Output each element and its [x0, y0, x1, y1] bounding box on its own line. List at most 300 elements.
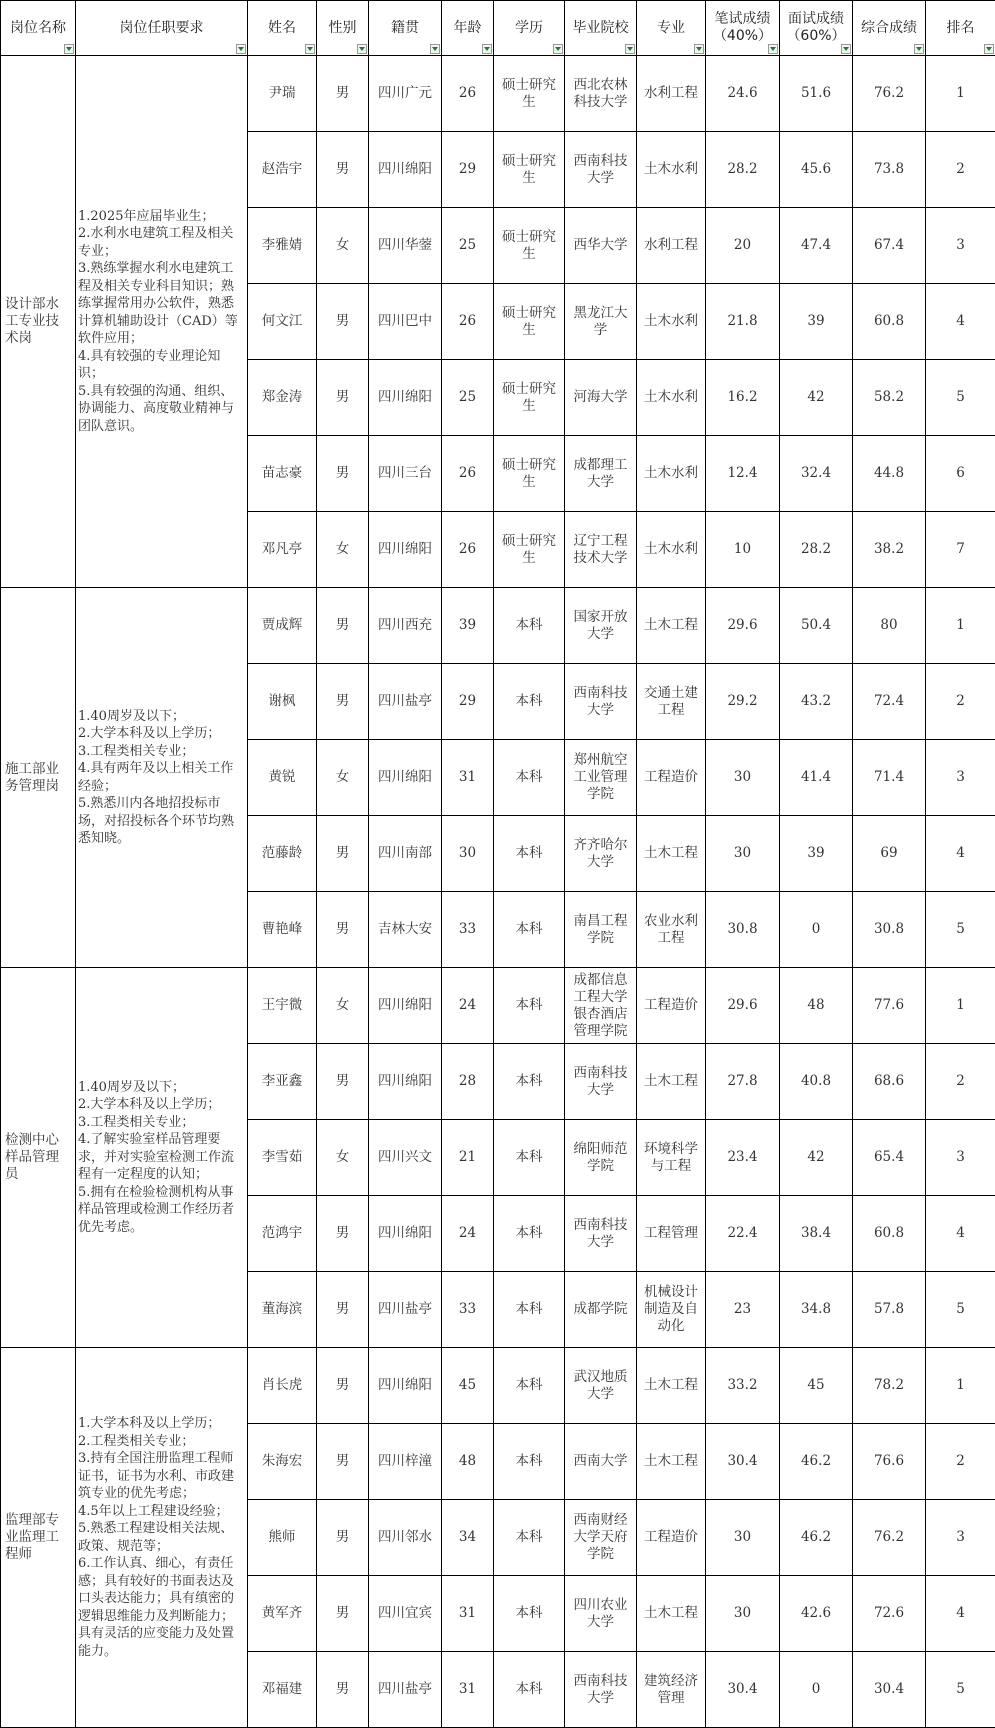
total-score-cell[interactable]: [853, 132, 926, 208]
education-cell[interactable]: [494, 1652, 565, 1728]
requirements-cell[interactable]: [76, 968, 248, 1348]
rank-cell[interactable]: [926, 1044, 995, 1120]
total-score-cell[interactable]: [853, 1576, 926, 1652]
major-cell[interactable]: [637, 1500, 706, 1576]
major-cell[interactable]: [637, 892, 706, 968]
rank-cell[interactable]: [926, 56, 995, 132]
education-cell[interactable]: [494, 816, 565, 892]
education-cell[interactable]: [494, 1120, 565, 1196]
requirement-line: 4.5年以上工程建设经验；: [78, 1503, 245, 1521]
filter-dropdown-icon[interactable]: [305, 44, 315, 54]
written-score-cell-text: 33.2: [706, 1377, 779, 1394]
major-cell[interactable]: [637, 512, 706, 588]
major-cell[interactable]: [637, 1348, 706, 1424]
gender-cell-text: 男: [317, 1605, 368, 1622]
written-score-cell[interactable]: [706, 1120, 780, 1196]
total-score-cell[interactable]: [853, 1120, 926, 1196]
gender-cell[interactable]: [317, 892, 369, 968]
school-cell[interactable]: [565, 208, 637, 284]
name-cell[interactable]: [248, 132, 317, 208]
written-score-cell[interactable]: [706, 1348, 780, 1424]
rank-cell[interactable]: [926, 740, 995, 816]
written-score-cell[interactable]: [706, 1652, 780, 1728]
age-cell[interactable]: [442, 132, 494, 208]
filter-dropdown-icon[interactable]: [553, 44, 563, 54]
rank-cell[interactable]: [926, 892, 995, 968]
gender-cell[interactable]: [317, 132, 369, 208]
education-cell[interactable]: [494, 588, 565, 664]
interview-score-cell[interactable]: [780, 1196, 853, 1272]
interview-score-cell[interactable]: [780, 816, 853, 892]
origin-cell[interactable]: [369, 208, 442, 284]
education-cell[interactable]: [494, 132, 565, 208]
interview-score-cell[interactable]: [780, 512, 853, 588]
interview-score-cell[interactable]: [780, 1576, 853, 1652]
filter-dropdown-icon[interactable]: [984, 44, 994, 54]
origin-cell[interactable]: [369, 360, 442, 436]
total-score-cell[interactable]: [853, 816, 926, 892]
interview-score-cell-text: 32.4: [780, 465, 852, 482]
rank-cell[interactable]: [926, 1120, 995, 1196]
origin-cell[interactable]: [369, 664, 442, 740]
interview-score-cell[interactable]: [780, 968, 853, 1044]
interview-score-cell[interactable]: [780, 1500, 853, 1576]
written-score-cell[interactable]: [706, 1196, 780, 1272]
major-cell[interactable]: [637, 284, 706, 360]
written-score-cell[interactable]: [706, 1500, 780, 1576]
major-cell[interactable]: [637, 56, 706, 132]
total-score-cell[interactable]: [853, 1272, 926, 1348]
interview-score-cell[interactable]: [780, 892, 853, 968]
total-score-cell[interactable]: [853, 208, 926, 284]
requirements-cell[interactable]: [76, 56, 248, 588]
total-score-cell[interactable]: [853, 588, 926, 664]
gender-cell[interactable]: [317, 360, 369, 436]
rank-cell[interactable]: [926, 436, 995, 512]
school-cell[interactable]: [565, 436, 637, 512]
total-score-cell[interactable]: [853, 360, 926, 436]
written-score-cell[interactable]: [706, 740, 780, 816]
age-cell[interactable]: [442, 892, 494, 968]
name-cell[interactable]: [248, 512, 317, 588]
school-cell[interactable]: [565, 1196, 637, 1272]
total-score-cell-text: 60.8: [853, 1225, 925, 1242]
education-cell[interactable]: [494, 1348, 565, 1424]
major-cell[interactable]: [637, 1120, 706, 1196]
interview-score-cell-text: 38.4: [780, 1225, 852, 1242]
written-score-cell[interactable]: [706, 1044, 780, 1120]
name-cell[interactable]: [248, 968, 317, 1044]
name-cell[interactable]: [248, 892, 317, 968]
school-cell[interactable]: [565, 1500, 637, 1576]
gender-cell[interactable]: [317, 1576, 369, 1652]
gender-cell[interactable]: [317, 664, 369, 740]
origin-cell[interactable]: [369, 588, 442, 664]
total-score-cell[interactable]: [853, 512, 926, 588]
written-score-cell[interactable]: [706, 436, 780, 512]
name-cell[interactable]: [248, 664, 317, 740]
education-cell[interactable]: [494, 968, 565, 1044]
origin-cell[interactable]: [369, 436, 442, 512]
major-cell[interactable]: [637, 588, 706, 664]
position-cell[interactable]: [1, 1348, 76, 1728]
interview-score-cell[interactable]: [780, 1652, 853, 1728]
education-cell[interactable]: [494, 1196, 565, 1272]
age-cell[interactable]: [442, 1196, 494, 1272]
gender-cell[interactable]: [317, 1348, 369, 1424]
education-cell[interactable]: [494, 56, 565, 132]
filter-dropdown-icon[interactable]: [64, 44, 74, 54]
age-cell[interactable]: [442, 1044, 494, 1120]
origin-cell[interactable]: [369, 968, 442, 1044]
major-cell[interactable]: [637, 968, 706, 1044]
requirements-cell[interactable]: [76, 1348, 248, 1728]
filter-dropdown-icon[interactable]: [694, 44, 704, 54]
education-cell[interactable]: [494, 1272, 565, 1348]
school-cell[interactable]: [565, 512, 637, 588]
rank-cell[interactable]: [926, 1576, 995, 1652]
written-score-cell[interactable]: [706, 360, 780, 436]
filter-dropdown-icon[interactable]: [768, 44, 778, 54]
written-score-cell[interactable]: [706, 1272, 780, 1348]
gender-cell[interactable]: [317, 1272, 369, 1348]
major-cell[interactable]: [637, 1272, 706, 1348]
origin-cell[interactable]: [369, 1652, 442, 1728]
origin-cell[interactable]: [369, 1424, 442, 1500]
total-score-cell[interactable]: [853, 1652, 926, 1728]
education-cell-text: 硕士研究生: [494, 457, 564, 491]
written-score-cell[interactable]: [706, 1576, 780, 1652]
school-cell[interactable]: [565, 1348, 637, 1424]
school-cell[interactable]: [565, 740, 637, 816]
header-cell-rank: [926, 1, 995, 56]
name-cell[interactable]: [248, 208, 317, 284]
written-score-cell[interactable]: [706, 208, 780, 284]
major-cell[interactable]: [637, 1576, 706, 1652]
education-cell[interactable]: [494, 664, 565, 740]
written-score-cell[interactable]: [706, 664, 780, 740]
origin-cell[interactable]: [369, 1348, 442, 1424]
interview-score-cell[interactable]: [780, 360, 853, 436]
gender-cell[interactable]: [317, 208, 369, 284]
major-cell[interactable]: [637, 740, 706, 816]
name-cell[interactable]: [248, 1196, 317, 1272]
major-cell[interactable]: [637, 816, 706, 892]
education-cell[interactable]: [494, 512, 565, 588]
origin-cell[interactable]: [369, 1196, 442, 1272]
school-cell[interactable]: [565, 360, 637, 436]
gender-cell[interactable]: [317, 1196, 369, 1272]
gender-cell[interactable]: [317, 588, 369, 664]
major-cell-text: 水利工程: [637, 85, 705, 102]
major-cell-text: 土木工程: [637, 1605, 705, 1622]
origin-cell[interactable]: [369, 284, 442, 360]
gender-cell[interactable]: [317, 740, 369, 816]
school-cell[interactable]: [565, 132, 637, 208]
age-cell[interactable]: [442, 1348, 494, 1424]
origin-cell[interactable]: [369, 892, 442, 968]
origin-cell[interactable]: [369, 1576, 442, 1652]
interview-score-cell-text: 43.2: [780, 693, 852, 710]
name-cell[interactable]: [248, 816, 317, 892]
name-cell[interactable]: [248, 1272, 317, 1348]
gender-cell[interactable]: [317, 1044, 369, 1120]
header-label: 籍贯: [369, 20, 441, 37]
age-cell[interactable]: [442, 588, 494, 664]
name-cell[interactable]: [248, 436, 317, 512]
origin-cell[interactable]: [369, 512, 442, 588]
interview-score-cell[interactable]: [780, 284, 853, 360]
gender-cell[interactable]: [317, 816, 369, 892]
filter-dropdown-icon[interactable]: [625, 44, 635, 54]
name-cell[interactable]: [248, 284, 317, 360]
education-cell[interactable]: [494, 1500, 565, 1576]
age-cell[interactable]: [442, 284, 494, 360]
major-cell[interactable]: [637, 436, 706, 512]
written-score-cell[interactable]: [706, 588, 780, 664]
total-score-cell-text: 78.2: [853, 1377, 925, 1394]
major-cell[interactable]: [637, 664, 706, 740]
age-cell-text: 26: [442, 313, 493, 330]
origin-cell[interactable]: [369, 740, 442, 816]
gender-cell[interactable]: [317, 1424, 369, 1500]
major-cell-text: 农业水利工程: [637, 913, 705, 947]
interview-score-cell-text: 46.2: [780, 1529, 852, 1546]
total-score-cell[interactable]: [853, 1348, 926, 1424]
filter-dropdown-icon[interactable]: [430, 44, 440, 54]
rank-cell-text: 1: [926, 997, 995, 1014]
total-score-cell[interactable]: [853, 968, 926, 1044]
school-cell[interactable]: [565, 1120, 637, 1196]
school-cell[interactable]: [565, 284, 637, 360]
age-cell[interactable]: [442, 1424, 494, 1500]
name-cell[interactable]: [248, 360, 317, 436]
requirements-cell[interactable]: [76, 588, 248, 968]
major-cell-text: 土木工程: [637, 1377, 705, 1394]
rank-cell[interactable]: [926, 284, 995, 360]
school-cell[interactable]: [565, 1272, 637, 1348]
school-cell[interactable]: [565, 1044, 637, 1120]
rank-cell[interactable]: [926, 360, 995, 436]
school-cell[interactable]: [565, 664, 637, 740]
name-cell[interactable]: [248, 1576, 317, 1652]
gender-cell[interactable]: [317, 968, 369, 1044]
gender-cell[interactable]: [317, 284, 369, 360]
age-cell[interactable]: [442, 1500, 494, 1576]
gender-cell[interactable]: [317, 436, 369, 512]
filter-dropdown-icon[interactable]: [357, 44, 367, 54]
age-cell[interactable]: [442, 1652, 494, 1728]
school-cell[interactable]: [565, 56, 637, 132]
name-cell[interactable]: [248, 1424, 317, 1500]
gender-cell[interactable]: [317, 1120, 369, 1196]
age-cell[interactable]: [442, 360, 494, 436]
age-cell[interactable]: [442, 1576, 494, 1652]
filter-dropdown-icon[interactable]: [482, 44, 492, 54]
total-score-cell[interactable]: [853, 1196, 926, 1272]
name-cell[interactable]: [248, 1120, 317, 1196]
origin-cell[interactable]: [369, 1272, 442, 1348]
rank-cell[interactable]: [926, 1500, 995, 1576]
age-cell[interactable]: [442, 512, 494, 588]
education-cell[interactable]: [494, 1576, 565, 1652]
major-cell-text: 建筑经济管理: [637, 1673, 705, 1707]
header-label: 综合成绩: [853, 20, 925, 37]
school-cell[interactable]: [565, 1424, 637, 1500]
total-score-cell[interactable]: [853, 1500, 926, 1576]
age-cell[interactable]: [442, 664, 494, 740]
education-cell[interactable]: [494, 740, 565, 816]
interview-score-cell-text: 48: [780, 997, 852, 1014]
name-cell[interactable]: [248, 1348, 317, 1424]
interview-score-cell[interactable]: [780, 56, 853, 132]
major-cell[interactable]: [637, 208, 706, 284]
age-cell[interactable]: [442, 56, 494, 132]
total-score-cell-text: 38.2: [853, 541, 925, 558]
rank-cell[interactable]: [926, 968, 995, 1044]
education-cell[interactable]: [494, 892, 565, 968]
total-score-cell[interactable]: [853, 1424, 926, 1500]
rank-cell-text: 1: [926, 617, 995, 634]
interview-score-cell[interactable]: [780, 132, 853, 208]
rank-cell[interactable]: [926, 1196, 995, 1272]
gender-cell-text: 男: [317, 845, 368, 862]
rank-cell[interactable]: [926, 1348, 995, 1424]
written-score-cell[interactable]: [706, 968, 780, 1044]
age-cell[interactable]: [442, 740, 494, 816]
name-cell[interactable]: [248, 1500, 317, 1576]
school-cell[interactable]: [565, 1576, 637, 1652]
header-cell-age: [442, 1, 494, 56]
gender-cell-text: 女: [317, 541, 368, 558]
total-score-cell[interactable]: [853, 284, 926, 360]
rank-cell[interactable]: [926, 208, 995, 284]
origin-cell[interactable]: [369, 1120, 442, 1196]
total-score-cell[interactable]: [853, 892, 926, 968]
total-score-cell[interactable]: [853, 56, 926, 132]
name-cell[interactable]: [248, 740, 317, 816]
interview-score-cell[interactable]: [780, 664, 853, 740]
major-cell[interactable]: [637, 360, 706, 436]
age-cell[interactable]: [442, 436, 494, 512]
education-cell[interactable]: [494, 360, 565, 436]
written-score-cell[interactable]: [706, 284, 780, 360]
education-cell[interactable]: [494, 1044, 565, 1120]
position-name: 设计部水工专业技术岗: [3, 296, 73, 347]
age-cell[interactable]: [442, 208, 494, 284]
rank-cell[interactable]: [926, 588, 995, 664]
name-cell[interactable]: [248, 56, 317, 132]
major-cell[interactable]: [637, 1424, 706, 1500]
rank-cell[interactable]: [926, 816, 995, 892]
gender-cell[interactable]: [317, 1652, 369, 1728]
gender-cell[interactable]: [317, 56, 369, 132]
written-score-cell[interactable]: [706, 56, 780, 132]
school-cell[interactable]: [565, 968, 637, 1044]
school-cell[interactable]: [565, 892, 637, 968]
school-cell[interactable]: [565, 1652, 637, 1728]
origin-cell[interactable]: [369, 132, 442, 208]
interview-score-cell[interactable]: [780, 740, 853, 816]
education-cell[interactable]: [494, 208, 565, 284]
total-score-cell[interactable]: [853, 664, 926, 740]
total-score-cell[interactable]: [853, 436, 926, 512]
major-cell[interactable]: [637, 1196, 706, 1272]
rank-cell-text: 2: [926, 161, 995, 178]
school-cell[interactable]: [565, 588, 637, 664]
rank-cell[interactable]: [926, 664, 995, 740]
written-score-cell[interactable]: [706, 512, 780, 588]
major-cell[interactable]: [637, 1044, 706, 1120]
origin-cell[interactable]: [369, 1044, 442, 1120]
major-cell[interactable]: [637, 1652, 706, 1728]
age-cell[interactable]: [442, 968, 494, 1044]
gender-cell[interactable]: [317, 1500, 369, 1576]
position-cell[interactable]: [1, 968, 76, 1348]
education-cell[interactable]: [494, 436, 565, 512]
interview-score-cell[interactable]: [780, 588, 853, 664]
interview-score-cell[interactable]: [780, 1272, 853, 1348]
written-score-cell[interactable]: [706, 892, 780, 968]
interview-score-cell[interactable]: [780, 1424, 853, 1500]
education-cell[interactable]: [494, 1424, 565, 1500]
gender-cell[interactable]: [317, 512, 369, 588]
position-cell[interactable]: [1, 56, 76, 588]
name-cell[interactable]: [248, 1044, 317, 1120]
education-cell[interactable]: [494, 284, 565, 360]
age-cell[interactable]: [442, 816, 494, 892]
origin-cell-text: 吉林大安: [369, 921, 441, 938]
rank-cell[interactable]: [926, 1272, 995, 1348]
interview-score-cell[interactable]: [780, 1120, 853, 1196]
origin-cell[interactable]: [369, 1500, 442, 1576]
age-cell[interactable]: [442, 1120, 494, 1196]
interview-score-cell[interactable]: [780, 1348, 853, 1424]
name-cell[interactable]: [248, 588, 317, 664]
rank-cell-text: 4: [926, 1605, 995, 1622]
total-score-cell-text: 44.8: [853, 465, 925, 482]
rank-cell[interactable]: [926, 132, 995, 208]
interview-score-cell[interactable]: [780, 208, 853, 284]
filter-dropdown-icon[interactable]: [914, 44, 924, 54]
total-score-cell[interactable]: [853, 740, 926, 816]
written-score-cell[interactable]: [706, 1424, 780, 1500]
origin-cell[interactable]: [369, 56, 442, 132]
filter-dropdown-icon[interactable]: [841, 44, 851, 54]
written-score-cell[interactable]: [706, 816, 780, 892]
total-score-cell[interactable]: [853, 1044, 926, 1120]
rank-cell-text: 2: [926, 693, 995, 710]
education-cell-text: 硕士研究生: [494, 229, 564, 263]
interview-score-cell[interactable]: [780, 1044, 853, 1120]
major-cell[interactable]: [637, 132, 706, 208]
rank-cell[interactable]: [926, 1424, 995, 1500]
filter-dropdown-icon[interactable]: [236, 44, 246, 54]
gender-cell-text: 女: [317, 769, 368, 786]
position-cell[interactable]: [1, 588, 76, 968]
rank-cell-text: 4: [926, 1225, 995, 1242]
table-row: [1, 588, 995, 664]
rank-cell[interactable]: [926, 512, 995, 588]
interview-score-cell[interactable]: [780, 436, 853, 512]
rank-cell[interactable]: [926, 1652, 995, 1728]
written-score-cell[interactable]: [706, 132, 780, 208]
school-cell[interactable]: [565, 816, 637, 892]
age-cell[interactable]: [442, 1272, 494, 1348]
origin-cell[interactable]: [369, 816, 442, 892]
origin-cell-text: 四川绵阳: [369, 389, 441, 406]
name-cell[interactable]: [248, 1652, 317, 1728]
